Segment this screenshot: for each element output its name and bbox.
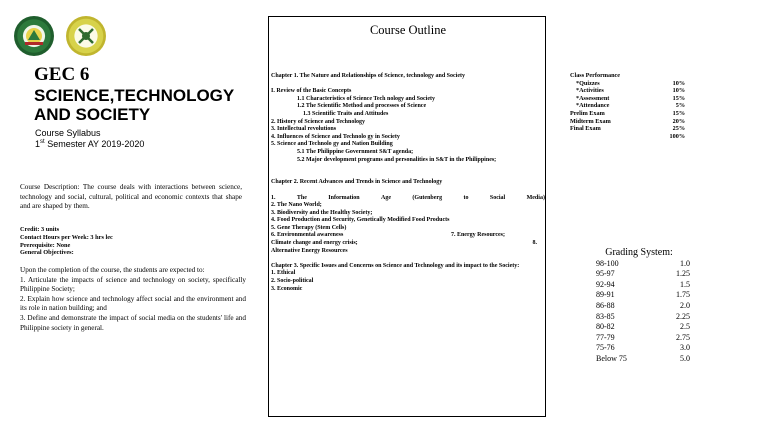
chapter-3-heading: Chapter 3. Specific Issues and Concerns on Science and Technology and its impact to the Society: <box>271 262 520 269</box>
college-logo <box>66 16 106 56</box>
objective-item: 2. Explain how science and technology affect social and the environment and its role in nation building; and <box>20 294 246 313</box>
outline-item: 4. Influences of Science and Technolo gy in Society <box>271 133 400 140</box>
outline-item: 2. History of Science and Technology <box>271 118 366 125</box>
objectives-list <box>20 266 246 333</box>
outline-item: 2. Socio-political <box>271 278 314 285</box>
outline-item: 1.3 Scientific Traits and Attitudes <box>303 110 389 117</box>
total-row: 100% <box>669 132 685 140</box>
outline-body <box>271 73 545 293</box>
course-meta <box>20 226 242 257</box>
objectives-heading: General Objectives: <box>20 249 74 257</box>
outline-item: Climate change and energy crisis; 8. <box>271 240 537 247</box>
performance-row: *Quizzes 10% <box>576 79 685 87</box>
outline-item: 4. Food Production and Security, Genetically Modified Food Products <box>271 217 450 224</box>
semester-label: 1st Semester AY 2019-2020 <box>35 139 145 149</box>
outline-item: 2. The Nano World; <box>271 202 322 209</box>
credit-line: Credit: 3 units <box>20 226 60 233</box>
grade-row: 92-94 1.5 <box>596 279 690 289</box>
performance-row: *Assessment 15% <box>576 94 685 102</box>
outline-item: 5. Gene Therapy (Stem Cells) <box>271 224 347 231</box>
outline-item: 5. Science and Technolo gy and Nation Building <box>271 141 393 148</box>
outline-title: Course Outline <box>369 23 447 37</box>
outline-item: 1. The Information Age (Gutenberg to Social Media) <box>271 194 545 201</box>
outline-item: I. Review of the Basic Concepts <box>271 88 352 95</box>
chapter-2-heading: Chapter 2. Recent Advances and Trends in Science and Technology <box>271 179 443 186</box>
syllabus-label: Course Syllabus <box>35 128 101 138</box>
grade-row: 77-79 2.75 <box>596 332 690 342</box>
performance-row: *Attendance 5% <box>576 102 685 110</box>
grade-row: 98-100 1.0 <box>596 258 690 268</box>
outline-item: 1.2 The Scientific Method and processes of Science <box>297 103 427 110</box>
objectives-intro: Upon the completion of the course, the students are expected to: <box>20 266 205 274</box>
outline-item: 6. Environmental awareness 7. Energy Resources; <box>271 232 505 239</box>
performance-row: *Activities 10% <box>576 87 685 95</box>
outline-item: 3. Economic <box>271 285 303 292</box>
grade-row: 95-97 1.25 <box>596 269 690 279</box>
exam-row: Midterm Exam 20% <box>570 117 685 125</box>
outline-item: 1. Ethical <box>271 270 296 277</box>
objective-item: 3. Define and demonstrate the impact of social media on the students' life and Philippine society in general. <box>20 313 246 332</box>
objective-item: 1. Articulate the impacts of science and technology on society, specifically Philippine Society; <box>20 275 246 294</box>
university-logo <box>14 16 54 56</box>
outline-item: 5.2 Major development programs and personalities in S&T in the Philippines; <box>297 156 497 163</box>
exam-row: Prelim Exam 15% <box>570 109 685 117</box>
grade-row: 83-85 2.25 <box>596 311 690 321</box>
performance-title: Class Performance <box>570 72 620 79</box>
grade-row: 80-82 2.5 <box>596 322 690 332</box>
course-title: SCIENCE,TECHNOLOGY AND SOCIETY <box>34 86 234 124</box>
outline-item: 3. Biodiversity and the Healthy Society; <box>271 209 373 216</box>
chapter-1-heading: Chapter 1. The Nature and Relationships of Science, technology and Society <box>271 73 466 79</box>
course-code: GEC 6 <box>34 64 90 85</box>
class-performance <box>570 72 685 140</box>
grade-row: Below 75 5.0 <box>596 353 690 363</box>
grade-row: 75-76 3.0 <box>596 343 690 353</box>
grade-row: 89-91 1.75 <box>596 290 690 300</box>
outline-item: Alternative Energy Resources <box>271 247 348 254</box>
outline-item: 1.1 Characteristics of Science Tech nology and Society <box>297 95 435 102</box>
prerequisite-line: Prerequisite: None <box>20 241 71 249</box>
exam-row: Final Exam 25% <box>570 125 685 133</box>
grading-system <box>584 248 694 365</box>
course-description: Course Description: The course deals with interactions between science, technology and social, cultural, political and economic contexts that shape and are shaped by them. <box>20 183 242 211</box>
contact-hours-line: Contact Hours per Week: 3 hrs lec <box>20 233 113 241</box>
grading-title: Grading System: <box>605 247 673 258</box>
outline-item: 3. Intellectual revolutions <box>271 126 337 133</box>
course-outline-box <box>268 16 546 417</box>
outline-item: 5.1 The Philippine Government S&T agenda; <box>297 148 414 155</box>
grade-row: 86-88 2.0 <box>596 300 690 310</box>
